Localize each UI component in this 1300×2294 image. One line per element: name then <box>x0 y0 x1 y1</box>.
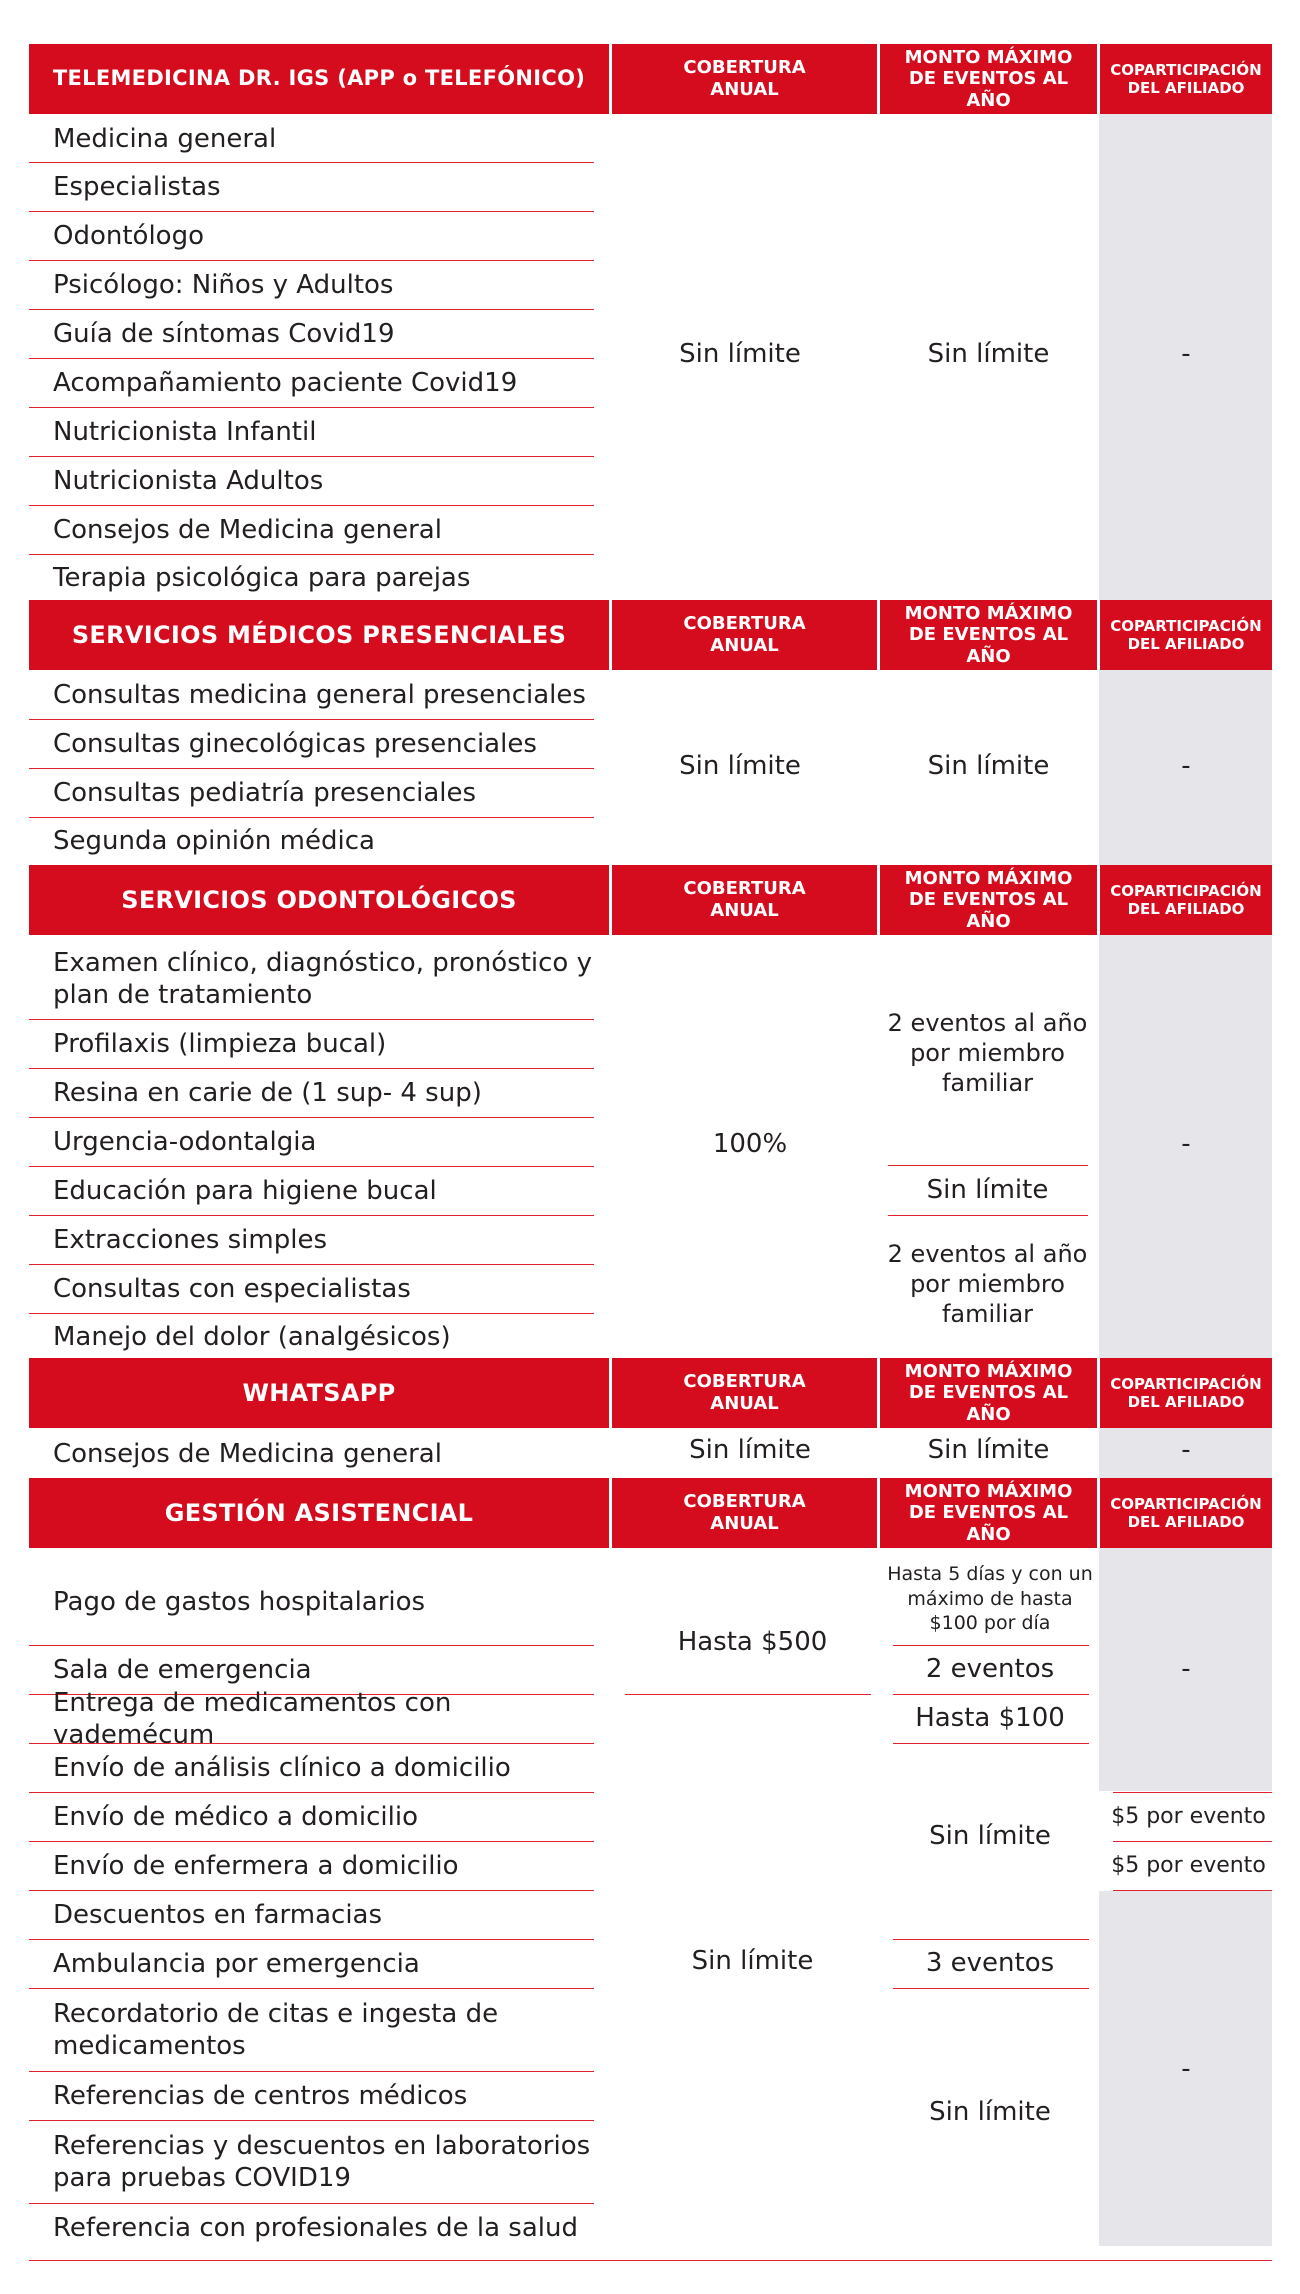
column-header-monto: MONTO MÁXIMO DE EVENTOS AL AÑO <box>880 865 1097 935</box>
service-item: Referencias y descuentos en laboratorios para pruebas COVID19 <box>53 2130 591 2193</box>
cobertura-value: Sin límite <box>679 339 801 370</box>
column-header-monto: MONTO MÁXIMO DE EVENTOS AL AÑO <box>880 44 1097 114</box>
section-title: TELEMEDICINA DR. IGS (APP o TELEFÓNICO) <box>29 44 609 114</box>
column-header-cobertura: COBERTURA ANUAL <box>612 1358 877 1428</box>
service-item: Referencias de centros médicos <box>53 2080 468 2111</box>
column-header-copart: COPARTICIPACIÓN DEL AFILIADO <box>1100 600 1272 670</box>
monto-value: Hasta 5 días y con un máximo de hasta $100 por día <box>887 1562 1093 1635</box>
service-item: Profilaxis (limpieza bucal) <box>53 1028 387 1059</box>
service-item: Envío de análisis clínico a domicilio <box>53 1752 511 1783</box>
copart-value: - <box>1181 1435 1191 1466</box>
cobertura-value: Sin límite <box>691 1946 814 1977</box>
column-header-monto: MONTO MÁXIMO DE EVENTOS AL AÑO <box>880 1358 1097 1428</box>
service-item: Urgencia-odontalgia <box>53 1126 317 1157</box>
copart-value: $5 por evento <box>1111 1803 1266 1829</box>
column-header-copart: COPARTICIPACIÓN DEL AFILIADO <box>1100 1358 1272 1428</box>
service-item: Pago de gastos hospitalarios <box>53 1586 426 1617</box>
column-header-cobertura: COBERTURA ANUAL <box>612 865 877 935</box>
row-divider <box>29 1988 594 1989</box>
copart-value: - <box>1181 751 1191 782</box>
service-item: Consejos de Medicina general <box>53 514 442 545</box>
cobertura-value: Sin límite <box>689 1435 811 1466</box>
monto-value: Sin límite <box>927 751 1050 782</box>
column-header-monto: MONTO MÁXIMO DE EVENTOS AL AÑO <box>880 600 1097 670</box>
service-item: Especialistas <box>53 171 221 202</box>
copart-value: - <box>1181 2054 1191 2085</box>
copart-value: - <box>1181 1654 1191 1685</box>
copart-value: $5 por evento <box>1111 1852 1266 1878</box>
monto-value: Sin límite <box>929 2097 1051 2128</box>
monto-value: Hasta $100 <box>915 1703 1065 1734</box>
service-item: Extracciones simples <box>53 1224 328 1255</box>
service-item: Envío de enfermera a domicilio <box>53 1850 459 1881</box>
section-title: GESTIÓN ASISTENCIAL <box>29 1478 609 1548</box>
column-header-cobertura: COBERTURA ANUAL <box>612 1478 877 1548</box>
service-item: Referencia con profesionales de la salud <box>53 2212 578 2243</box>
service-item: Envío de médico a domicilio <box>53 1801 419 1832</box>
cell-divider <box>888 1215 1088 1216</box>
cobertura-value: Hasta $500 <box>677 1627 828 1658</box>
service-item: Ambulancia por emergencia <box>53 1948 420 1979</box>
service-item: Terapia psicológica para parejas <box>53 562 471 593</box>
cobertura-value: 100% <box>712 1129 788 1160</box>
copart-value: - <box>1181 339 1191 370</box>
service-item: Descuentos en farmacias <box>53 1899 383 1930</box>
service-item: Medicina general <box>53 123 277 154</box>
section-title: SERVICIOS ODONTOLÓGICOS <box>29 865 609 935</box>
service-item: Sala de emergencia <box>53 1654 312 1685</box>
monto-value: Sin límite <box>927 339 1050 370</box>
column-header-copart: COPARTICIPACIÓN DEL AFILIADO <box>1100 44 1272 114</box>
column-header-monto: MONTO MÁXIMO DE EVENTOS AL AÑO <box>880 1478 1097 1548</box>
cobertura-value: Sin límite <box>679 751 801 782</box>
monto-value: Sin límite <box>927 1435 1050 1466</box>
service-item: Consultas pediatría presenciales <box>53 777 477 808</box>
service-item: Consultas con especialistas <box>53 1273 411 1304</box>
cell-divider <box>893 1988 1089 1989</box>
service-item: Nutricionista Adultos <box>53 465 324 496</box>
service-item: Psicólogo: Niños y Adultos <box>53 269 394 300</box>
service-item: Nutricionista Infantil <box>53 416 317 447</box>
column-header-cobertura: COBERTURA ANUAL <box>612 44 877 114</box>
monto-value: Sin límite <box>929 1821 1051 1852</box>
service-item: Acompañamiento paciente Covid19 <box>53 367 518 398</box>
monto-value: 2 eventos <box>925 1654 1055 1685</box>
copart-value: - <box>1181 1129 1191 1160</box>
cell-divider <box>888 1165 1088 1166</box>
service-item: Resina en carie de (1 sup- 4 sup) <box>53 1077 482 1108</box>
service-item: Consejos de Medicina general <box>53 1438 442 1469</box>
service-item: Odontólogo <box>53 220 204 251</box>
service-item: Guía de síntomas Covid19 <box>53 318 395 349</box>
service-item: Segunda opinión médica <box>53 826 375 857</box>
table-bottom-border <box>29 2260 1272 2261</box>
service-item: Consultas medicina general presenciales <box>53 680 586 711</box>
monto-value: 2 eventos al año por miembro familiar <box>887 1009 1088 1097</box>
service-item: Manejo del dolor (analgésicos) <box>53 1321 451 1352</box>
service-item: Recordatorio de citas e ingesta de medicamentos <box>53 1998 499 2061</box>
cell-divider <box>893 1743 1089 1744</box>
column-header-copart: COPARTICIPACIÓN DEL AFILIADO <box>1100 865 1272 935</box>
column-header-copart: COPARTICIPACIÓN DEL AFILIADO <box>1100 1478 1272 1548</box>
monto-value: 2 eventos al año por miembro familiar <box>887 1240 1088 1328</box>
cell-divider <box>1113 1890 1272 1891</box>
monto-value: 3 eventos <box>925 1948 1055 1979</box>
service-item: Educación para higiene bucal <box>53 1175 437 1206</box>
cell-divider <box>625 1694 871 1695</box>
column-header-cobertura: COBERTURA ANUAL <box>612 600 877 670</box>
section-title: SERVICIOS MÉDICOS PRESENCIALES <box>29 600 609 670</box>
service-item: Consultas ginecológicas presenciales <box>53 728 537 759</box>
row-divider <box>29 2120 594 2121</box>
service-item: Examen clínico, diagnóstico, pronóstico y plan de tratamiento <box>53 947 592 1010</box>
service-item: Entrega de medicamentos con vademécum <box>53 1687 452 1750</box>
monto-value: Sin límite <box>926 1175 1049 1206</box>
section-title: WHATSAPP <box>29 1358 609 1428</box>
